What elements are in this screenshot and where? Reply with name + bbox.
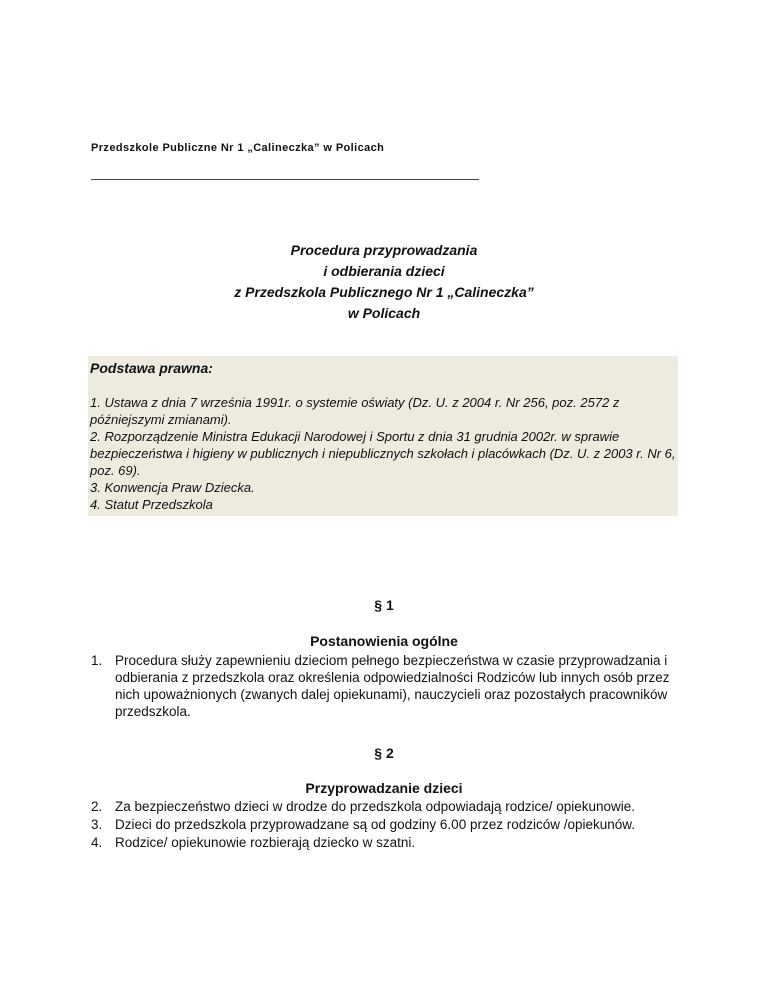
list-item-text: Rodzice/ opiekunowie rozbierają dziecko w szatni.	[115, 835, 416, 850]
list-item	[91, 798, 681, 815]
list-item	[91, 834, 681, 851]
section-2-title: Przyprowadzanie dzieci	[305, 780, 463, 796]
section-2-list	[91, 798, 681, 852]
legal-basis-item: 4. Statut Przedszkola	[90, 497, 213, 512]
list-item-number: 2.	[91, 799, 103, 814]
section-1-title: Postanowienia ogólne	[310, 633, 458, 649]
legal-basis-item: 1. Ustawa z dnia 7 września 1991r. o systemie oświaty (Dz. U. z 2004 r. Nr 256, poz. 2572 z późniejszymi zmianami).	[90, 395, 620, 427]
legal-basis-item: 2. Rozporządzenie Ministra Edukacji Narodowej i Sportu z dnia 31 grudnia 2002r. w sprawie bezpieczeństwa i higieny w publicznych i niepublicznych szkołach i placówkach (Dz. U. z 2003 r. Nr 6, poz. 69).	[90, 429, 676, 478]
list-item-text: Dzieci do przedszkola przyprowadzane są od godziny 6.00 przez rodziców /opiekunów.	[115, 817, 636, 832]
list-item	[91, 652, 681, 720]
institution-header: Przedszkole Publiczne Nr 1 „Calineczka” w Policach	[91, 142, 385, 154]
list-item-number: 4.	[91, 835, 103, 850]
title-line-4: w Policach	[347, 305, 421, 321]
title-line-3: z Przedszkola Publicznego Nr 1 „Calineczka”	[234, 284, 534, 300]
list-item	[91, 816, 681, 833]
list-item-number: 3.	[91, 817, 103, 832]
document-title	[91, 240, 677, 324]
section-2-mark: § 2	[374, 745, 394, 761]
section-1-mark: § 1	[374, 597, 394, 613]
list-item-number: 1.	[91, 653, 103, 668]
section-1-list	[91, 652, 681, 721]
legal-basis-heading: Podstawa prawna:	[90, 360, 213, 376]
title-line-1: Procedura przyprowadzania	[290, 242, 478, 258]
list-item-text: Za bezpieczeństwo dzieci w drodze do przedszkola odpowiadają rodzice/ opiekunowie.	[115, 799, 636, 814]
list-item-text: Procedura służy zapewnieniu dzieciom pełnego bezpieczeństwa w czasie przyprowadzania i odbierania z przedszkola oraz określenia odpowiedzialności Rodziców lub innych osób przez nich upoważnionych (zwanych dalej opiekunami), nauczycieli oraz pozostałych pracowników przedszkola.	[115, 653, 670, 719]
title-line-2: i odbierania dzieci	[323, 263, 445, 279]
legal-basis-item: 3. Konwencja Praw Dziecka.	[90, 480, 255, 495]
header-divider	[91, 179, 479, 180]
legal-basis-box	[88, 356, 678, 516]
